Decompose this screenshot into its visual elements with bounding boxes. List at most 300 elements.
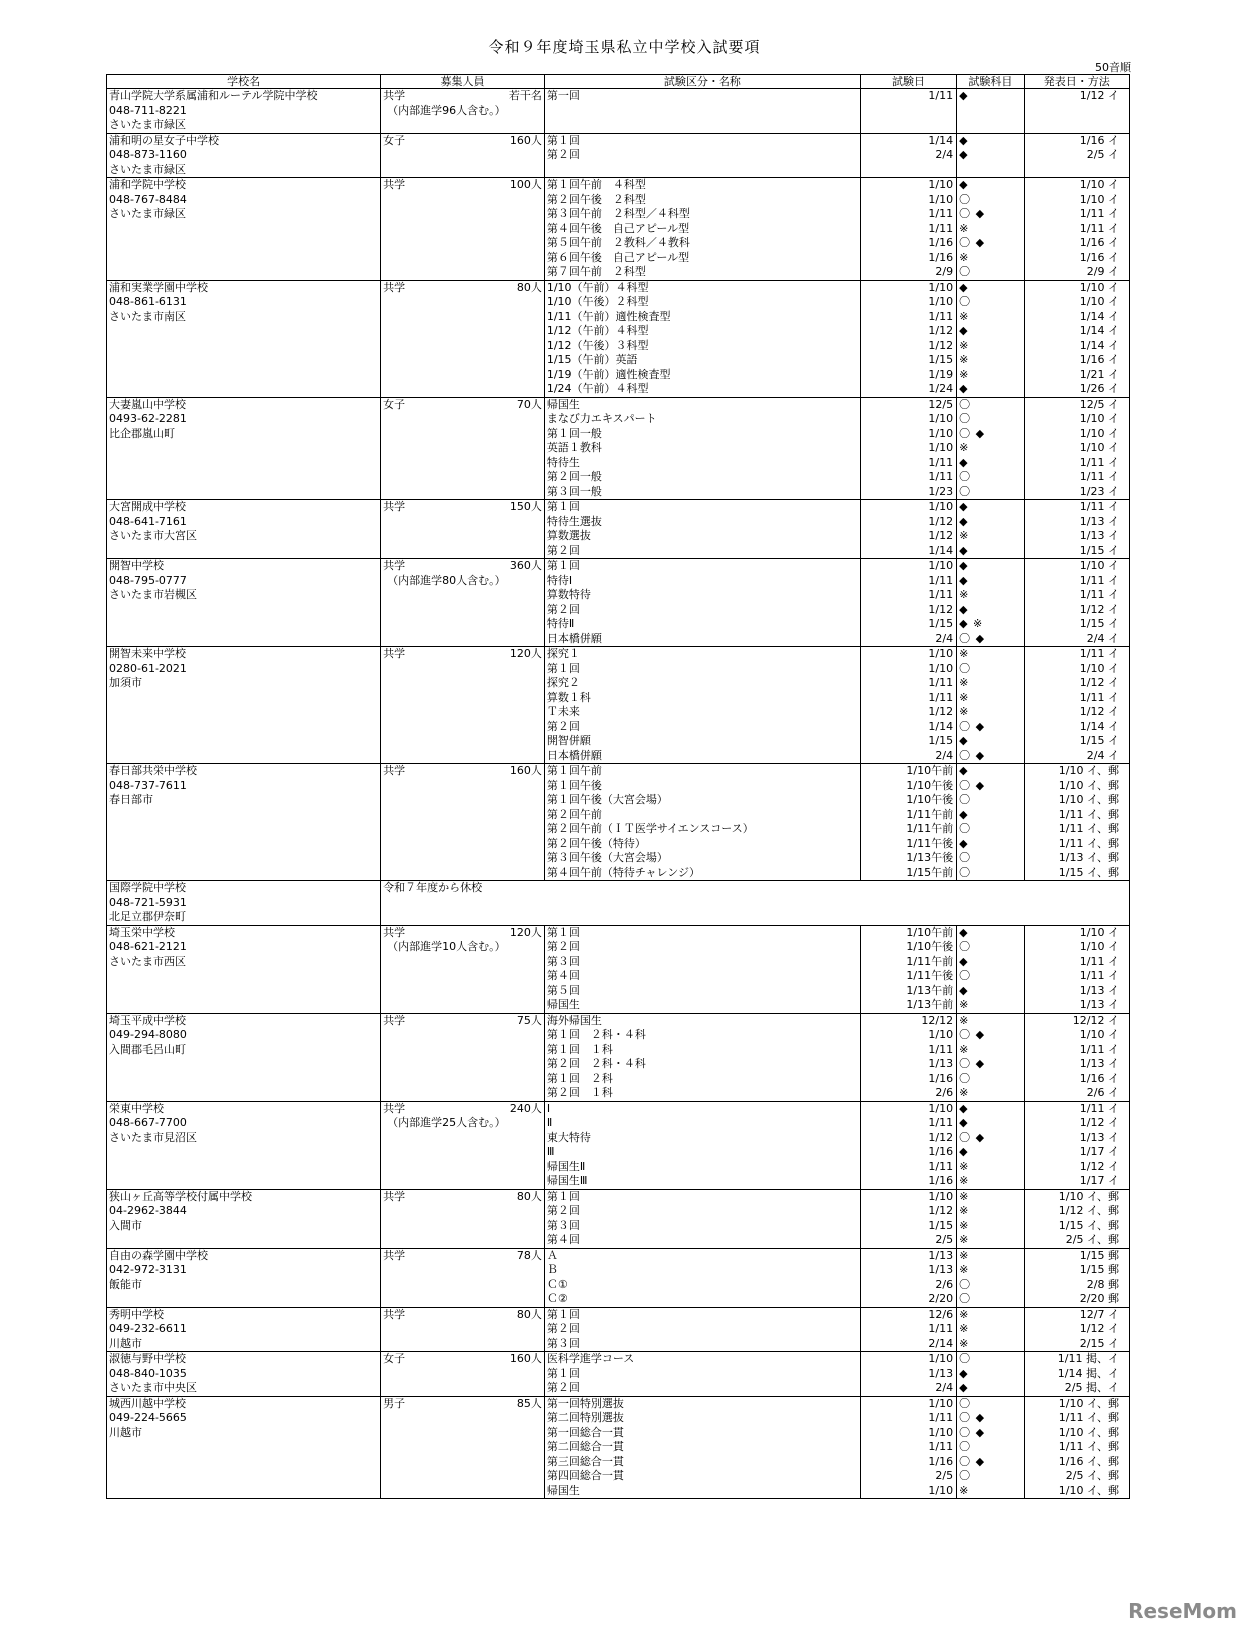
exam-date: 2/20 <box>928 1292 954 1305</box>
capacity-count: 80人 <box>516 1307 542 1321</box>
exam-subjects: 〇 ◆ <box>959 778 986 792</box>
spacer-line <box>107 1484 380 1499</box>
announcement: 1/17 イ <box>1079 1145 1119 1158</box>
announcement-cell <box>1024 397 1129 500</box>
enrollment-type: 共学 <box>383 1189 406 1203</box>
capacity-line <box>381 1352 544 1367</box>
exam-subjects: ◆ <box>959 573 969 587</box>
exam-date-cell <box>860 280 956 397</box>
exam-name-cell <box>544 1248 860 1307</box>
exam-subjects: 〇 ◆ <box>959 631 986 645</box>
exam-subjects: 〇 <box>959 661 972 675</box>
exam-subjects: ◆ <box>959 1145 969 1158</box>
capacity-cell <box>381 89 545 134</box>
exam-subjects: ◆ <box>959 1101 969 1115</box>
school-name: 開智中学校 <box>109 559 164 572</box>
exam-name: 第１回 ２科 <box>546 1071 613 1085</box>
capacity-count: 100人 <box>509 178 542 191</box>
exam-subjects: ◆ <box>959 1366 969 1380</box>
exam-name: 帰国生 <box>546 1483 580 1497</box>
exam-name: 第１回 <box>546 133 580 147</box>
exam-date: 2/4 <box>935 148 954 161</box>
spacer-line <box>861 118 956 133</box>
school-location: 北足立郡伊奈町 <box>109 910 186 923</box>
exam-name: 第１回 <box>546 1366 580 1380</box>
table-row <box>107 764 1130 881</box>
exam-name: Ｂ <box>546 1263 558 1276</box>
exam-subjects: 〇 ◆ <box>959 1411 986 1424</box>
capacity-line <box>381 281 544 296</box>
spacer-line <box>107 222 380 237</box>
exam-date: 1/12 <box>928 1204 954 1217</box>
exam-subjects: ※ <box>959 588 970 601</box>
exam-name: 第２回 <box>546 1204 580 1217</box>
exam-date: 1/10 <box>928 1352 954 1365</box>
exam-name-cell <box>544 1189 860 1248</box>
exam-name: 第４回 <box>546 1233 580 1246</box>
capacity-line <box>381 1308 544 1323</box>
exam-subjects-cell <box>957 1352 1025 1397</box>
exam-subjects-cell <box>957 1189 1025 1248</box>
exam-name: 第一回 <box>546 89 580 102</box>
exam-date-cell <box>860 1189 956 1248</box>
exam-subjects: ※ <box>959 353 970 366</box>
exam-subjects: ※ <box>959 1204 970 1217</box>
exam-name: 1/19（午前）適性検査型 <box>546 367 671 381</box>
exam-date: 1/11午前 <box>906 954 954 968</box>
exam-subjects: ◆ <box>959 89 969 102</box>
exam-name: 第２回午後（特待） <box>546 836 646 850</box>
school-phone: 048-840-1035 <box>109 1366 187 1380</box>
enrollment-type: 共学 <box>383 500 406 513</box>
school-phone: 048-621-2121 <box>109 940 187 953</box>
exam-name-cell <box>544 178 860 281</box>
announcement: 1/11 イ <box>1079 954 1119 968</box>
exam-subjects: ◆ <box>959 925 969 939</box>
exam-subjects: 〇 ◆ <box>959 426 986 440</box>
enrollment-type: 共学 <box>383 559 406 572</box>
exam-name: 第１回 １科 <box>546 1042 613 1056</box>
exam-name-cell <box>544 764 860 881</box>
exam-date: 1/11 <box>928 1440 954 1453</box>
spacer-line <box>107 705 380 720</box>
enrollment-type: 女子 <box>383 133 406 147</box>
announcement: 1/23 イ <box>1079 484 1119 498</box>
exam-date: 12/6 <box>928 1307 954 1321</box>
exam-date: 1/19 <box>928 367 954 381</box>
announcement: 1/10 イ、郵 <box>1058 1189 1119 1203</box>
school-cell <box>107 397 381 500</box>
capacity-line <box>381 1190 544 1205</box>
exam-name: 第１回午前 <box>546 764 602 777</box>
exam-name: 第３回一般 <box>546 484 602 498</box>
exam-name: 第１回一般 <box>546 426 602 440</box>
exam-date: 1/16 <box>928 236 954 249</box>
exam-subjects: ◆ <box>959 178 969 191</box>
announcement: 1/13 イ <box>1079 1057 1119 1070</box>
capacity-line <box>381 1397 544 1412</box>
col-header-exam-name: 試験区分・名称 <box>544 75 860 89</box>
exam-subjects: 〇 <box>959 484 972 498</box>
capacity-line <box>381 559 544 574</box>
exam-name: 第２回午前 <box>546 807 602 821</box>
school-name: 浦和学院中学校 <box>109 178 186 191</box>
school-name: 城西川越中学校 <box>109 1396 186 1410</box>
spacer-line <box>107 353 380 368</box>
announcement: 1/10 イ <box>1079 559 1119 572</box>
spacer-line <box>107 236 380 251</box>
exam-date: 1/16 <box>928 1454 954 1468</box>
exam-subjects: 〇 <box>959 865 972 879</box>
announcement-cell <box>1024 559 1129 647</box>
spacer-line <box>107 1233 380 1248</box>
spacer-line <box>107 749 380 764</box>
exam-subjects: ※ <box>959 1174 970 1187</box>
table-row <box>107 500 1130 559</box>
capacity-count: 360人 <box>509 559 542 572</box>
exam-date: 1/11 <box>928 221 954 235</box>
exam-date: 1/10 <box>928 559 954 572</box>
exam-subjects: ◆ <box>959 324 969 337</box>
announcement: 1/15 郵 <box>1079 1248 1119 1262</box>
announcement: 2/9 イ <box>1086 265 1119 278</box>
spacer-line <box>107 1440 380 1455</box>
exam-date: 1/10 <box>928 1396 954 1410</box>
exam-date: 1/11 <box>928 309 954 323</box>
announcement: 2/4 イ <box>1086 748 1119 762</box>
exam-subjects-cell <box>957 500 1025 559</box>
exam-date: 1/10 <box>928 1189 954 1203</box>
announcement: 1/13 イ <box>1079 983 1119 997</box>
exam-subjects: 〇 <box>959 1277 972 1291</box>
capacity-cell <box>381 1352 545 1397</box>
table-row <box>107 397 1130 500</box>
spacer-line <box>107 1174 380 1189</box>
exam-date: 1/12 <box>928 338 954 352</box>
school-location: 加須市 <box>109 676 142 689</box>
school-cell <box>107 764 381 881</box>
announcement-cell <box>1024 1189 1129 1248</box>
table-row <box>107 1013 1130 1101</box>
school-name: 青山学院大学系属浦和ルーテル学院中学校 <box>109 89 318 102</box>
exam-subjects: ◆ <box>959 148 969 161</box>
school-cell <box>107 1396 381 1499</box>
exam-name: 特待Ⅱ <box>546 617 575 630</box>
exam-date: 1/16 <box>928 1145 954 1158</box>
exam-date: 12/12 <box>921 1013 954 1027</box>
exam-date: 1/13 <box>928 1263 954 1276</box>
announcement: 1/10 イ <box>1079 925 1119 939</box>
announcement: 1/11 掲、イ <box>1057 1352 1119 1365</box>
enrollment-type: 共学 <box>383 1013 406 1027</box>
capacity-count: 78人 <box>516 1248 542 1262</box>
exam-name: 第１回 <box>546 1189 580 1203</box>
school-phone: 048-873-1160 <box>109 148 187 161</box>
exam-subjects: ※ <box>959 705 970 718</box>
spacer-line <box>107 485 380 500</box>
exam-subjects-cell <box>957 178 1025 281</box>
table-row <box>107 1396 1130 1499</box>
exam-date: 1/10 <box>928 280 954 294</box>
exam-subjects: ※ <box>959 1336 970 1350</box>
school-name: 淑徳与野中学校 <box>109 1352 186 1365</box>
school-phone: 048-795-0777 <box>109 573 187 587</box>
capacity-cell <box>381 1013 545 1101</box>
school-location: 入間郡毛呂山町 <box>109 1042 186 1056</box>
exam-name: 第４回午後 自己アピール型 <box>546 221 690 235</box>
exam-name: 第三回総合一貫 <box>546 1454 624 1468</box>
table-row <box>107 1248 1130 1307</box>
exam-subjects-cell <box>957 925 1025 1013</box>
exam-name: 第２回一般 <box>546 470 602 483</box>
announcement-cell <box>1024 925 1129 1013</box>
exam-date-cell <box>860 559 956 647</box>
resemom-watermark-logo: ReseMom <box>1128 1599 1237 1623</box>
exam-subjects: ※ <box>959 1233 970 1246</box>
announcement: 1/15 イ <box>1079 617 1119 630</box>
school-phone: 049-294-8080 <box>109 1028 187 1041</box>
exam-date: 1/10 <box>928 661 954 675</box>
exam-name: 第２回 <box>546 719 580 733</box>
exam-subjects: ※ <box>959 1042 970 1056</box>
school-cell <box>107 280 381 397</box>
exam-name: 開智併願 <box>546 734 591 747</box>
school-location: 川越市 <box>109 1425 142 1439</box>
exam-subjects: 〇 <box>959 793 972 806</box>
exam-date: 1/11 <box>928 1042 954 1056</box>
capacity-cell <box>381 647 545 764</box>
exam-date: 1/14 <box>928 133 954 147</box>
exam-name: 第５回 <box>546 983 580 997</box>
announcement: 2/4 イ <box>1086 631 1119 645</box>
capacity-cell <box>381 764 545 881</box>
enrollment-type: 共学 <box>383 89 406 102</box>
capacity-count: 150人 <box>509 500 542 513</box>
exam-date: 1/11 <box>928 1159 954 1173</box>
exam-date: 1/11 <box>928 690 954 704</box>
announcement: 1/11 イ <box>1079 647 1119 660</box>
sort-order-note: 50音順 <box>1095 61 1131 74</box>
exam-date: 1/10午前 <box>906 764 954 777</box>
announcement-cell <box>1024 1352 1129 1397</box>
exam-name-cell <box>544 1013 860 1101</box>
announcement-cell <box>1024 1013 1129 1101</box>
announcement: 12/7 イ <box>1079 1307 1119 1321</box>
announcement: 1/14 掲、イ <box>1057 1366 1119 1380</box>
spacer-line <box>107 441 380 456</box>
exam-subjects: ※ <box>959 529 970 542</box>
school-cell <box>107 89 381 134</box>
announcement: 1/13 イ <box>1079 998 1119 1011</box>
exam-name: 第１回 <box>546 500 580 513</box>
enrollment-type: 共学 <box>383 178 406 191</box>
exam-name: 1/11（午前）適性検査型 <box>546 309 671 323</box>
exam-subjects-cell <box>957 1101 1025 1189</box>
exam-date: 12/5 <box>928 397 954 411</box>
announcement-cell <box>1024 764 1129 881</box>
capacity-note: （内部進学96人含む。） <box>387 103 506 117</box>
capacity-cell <box>381 559 545 647</box>
exam-subjects: 〇 <box>959 1292 972 1305</box>
exam-date: 1/12 <box>928 324 954 337</box>
spacer-line <box>107 1072 380 1087</box>
exam-subjects: 〇 ◆ <box>959 1028 986 1041</box>
spacer-line <box>107 324 380 339</box>
exam-subjects: 〇 <box>959 397 972 411</box>
exam-subjects: ※ <box>959 367 970 381</box>
enrollment-type: 女子 <box>383 397 406 411</box>
exam-name: 第２回 <box>546 543 580 557</box>
spacer-line <box>107 822 380 837</box>
exam-name: 第３回 <box>546 954 580 968</box>
exam-name: Ⅲ <box>546 1145 555 1158</box>
exam-date: 1/12 <box>928 705 954 718</box>
spacer-line <box>1025 104 1129 119</box>
exam-subjects: 〇 <box>959 851 972 864</box>
exam-subjects: 〇 <box>959 1440 972 1453</box>
exam-name: 第３回 <box>546 1336 580 1350</box>
announcement: 1/15 イ <box>1079 734 1119 747</box>
exam-date: 1/10 <box>928 441 954 454</box>
announcement: 1/10 イ <box>1079 940 1119 953</box>
exam-subjects: 〇 <box>959 295 972 308</box>
spacer-line <box>107 734 380 749</box>
exam-name: 第３回午後（大宮会場） <box>546 851 668 864</box>
exam-name: Ｔ未来 <box>546 705 580 718</box>
exam-date: 1/11午前 <box>906 807 954 821</box>
announcement: 1/11 イ <box>1079 455 1119 469</box>
exam-name: 第一回総合一貫 <box>546 1425 624 1439</box>
capacity-cell <box>381 397 545 500</box>
exam-name-cell <box>544 1396 860 1499</box>
spacer-line <box>107 617 380 632</box>
exam-subjects: ※ <box>959 998 970 1011</box>
exam-date-cell <box>860 397 956 500</box>
school-location: さいたま市緑区 <box>109 162 186 176</box>
school-location: 川越市 <box>109 1336 142 1350</box>
exam-date: 1/15 <box>928 734 954 747</box>
announcement: 1/13 イ <box>1079 1130 1119 1144</box>
col-header-capacity: 募集人員 <box>381 75 545 89</box>
school-cell <box>107 1189 381 1248</box>
announcement: 2/20 郵 <box>1079 1292 1119 1305</box>
announcement: 1/11 イ、郵 <box>1058 822 1119 835</box>
exam-subjects: 〇 <box>959 265 972 278</box>
exam-name: 第１回午後 <box>546 778 602 792</box>
exam-subjects: ◆ <box>959 983 969 997</box>
exam-date: 1/10 <box>928 192 954 206</box>
announcement: 1/14 イ <box>1079 309 1119 323</box>
school-location: さいたま市南区 <box>109 309 186 323</box>
spacer-line <box>107 544 380 559</box>
announcement-cell <box>1024 1101 1129 1189</box>
exam-name: 特待生 <box>546 455 580 469</box>
spacer-line <box>1025 118 1129 133</box>
document-title: 令和９年度埼玉県私立中学校入試要項 <box>488 38 761 56</box>
spacer-line <box>107 837 380 852</box>
table-row <box>107 1189 1130 1248</box>
spacer-line <box>107 1469 380 1484</box>
spacer-line <box>957 163 1024 178</box>
capacity-cell <box>381 1189 545 1248</box>
exam-date: 1/11 <box>928 676 954 689</box>
exam-name: 第１回午前 ４科型 <box>546 178 646 191</box>
capacity-count: 120人 <box>509 647 542 660</box>
exam-date: 1/16 <box>928 1174 954 1187</box>
school-location: さいたま市岩槻区 <box>109 588 197 601</box>
exam-subjects: ※ <box>959 1086 970 1099</box>
exam-name-cell <box>544 559 860 647</box>
exam-date: 1/14 <box>928 543 954 557</box>
exam-subjects: ※ <box>959 690 970 704</box>
announcement: 1/11 イ <box>1079 207 1119 220</box>
exam-subjects: ※ <box>959 250 970 264</box>
announcement: 12/12 イ <box>1072 1013 1119 1027</box>
announcement: 1/16 イ、郵 <box>1058 1454 1119 1468</box>
announcement: 1/16 イ <box>1079 1071 1119 1085</box>
capacity-line <box>381 926 544 941</box>
exam-subjects: ◆ <box>959 280 969 294</box>
exam-date: 1/10 <box>928 412 954 425</box>
announcement-cell <box>1024 280 1129 397</box>
capacity-count: 80人 <box>516 280 542 294</box>
school-cell <box>107 500 381 559</box>
school-cell <box>107 178 381 281</box>
exam-name: Ｃ① <box>546 1277 568 1291</box>
school-location: さいたま市大宮区 <box>109 529 197 542</box>
school-name: 春日部共栄中学校 <box>109 764 197 777</box>
school-name: 秀明中学校 <box>109 1307 164 1321</box>
closure-notice: 令和７年度から休校 <box>383 881 483 894</box>
announcement: 1/10 イ <box>1079 412 1119 425</box>
exam-name: 第１回 <box>546 1307 580 1321</box>
school-location: 入間市 <box>109 1218 142 1232</box>
exam-subjects: ◆ <box>959 1381 969 1394</box>
exam-date-cell <box>860 1013 956 1101</box>
capacity-cell <box>381 925 545 1013</box>
exam-subjects-cell <box>957 280 1025 397</box>
exam-date: 2/9 <box>935 265 954 278</box>
school-phone: 048-861-6131 <box>109 295 187 308</box>
school-location: さいたま市見沼区 <box>109 1130 197 1144</box>
school-phone: 048-737-7611 <box>109 778 187 792</box>
capacity-line <box>381 134 544 149</box>
announcement: 1/10 イ <box>1079 441 1119 454</box>
school-cell <box>107 1307 381 1352</box>
spacer-line <box>107 969 380 984</box>
exam-subjects: 〇 ◆ <box>959 1425 986 1439</box>
enrollment-type: 共学 <box>383 1307 406 1321</box>
exam-name-cell <box>544 647 860 764</box>
exam-name-cell <box>544 1352 860 1397</box>
exam-subjects: ◆ <box>959 133 969 147</box>
announcement: 1/11 イ、郵 <box>1058 836 1119 850</box>
exam-subjects-cell <box>957 89 1025 134</box>
school-location: さいたま市緑区 <box>109 118 186 131</box>
exam-subjects: ◆ <box>959 734 969 747</box>
col-header-school: 学校名 <box>107 75 381 89</box>
exam-name: 帰国生Ⅱ <box>546 1159 586 1173</box>
announcement-cell <box>1024 500 1129 559</box>
exam-name: 第７回午前 ２科型 <box>546 265 646 278</box>
exam-name: 探究１ <box>546 647 580 660</box>
announcement: 1/10 イ、郵 <box>1058 793 1119 806</box>
announcement-cell <box>1024 1248 1129 1307</box>
announcement-cell <box>1024 1307 1129 1352</box>
announcement: 1/10 イ、郵 <box>1058 1425 1119 1439</box>
exam-date: 1/12 <box>928 1130 954 1144</box>
spacer-line <box>107 1057 380 1072</box>
